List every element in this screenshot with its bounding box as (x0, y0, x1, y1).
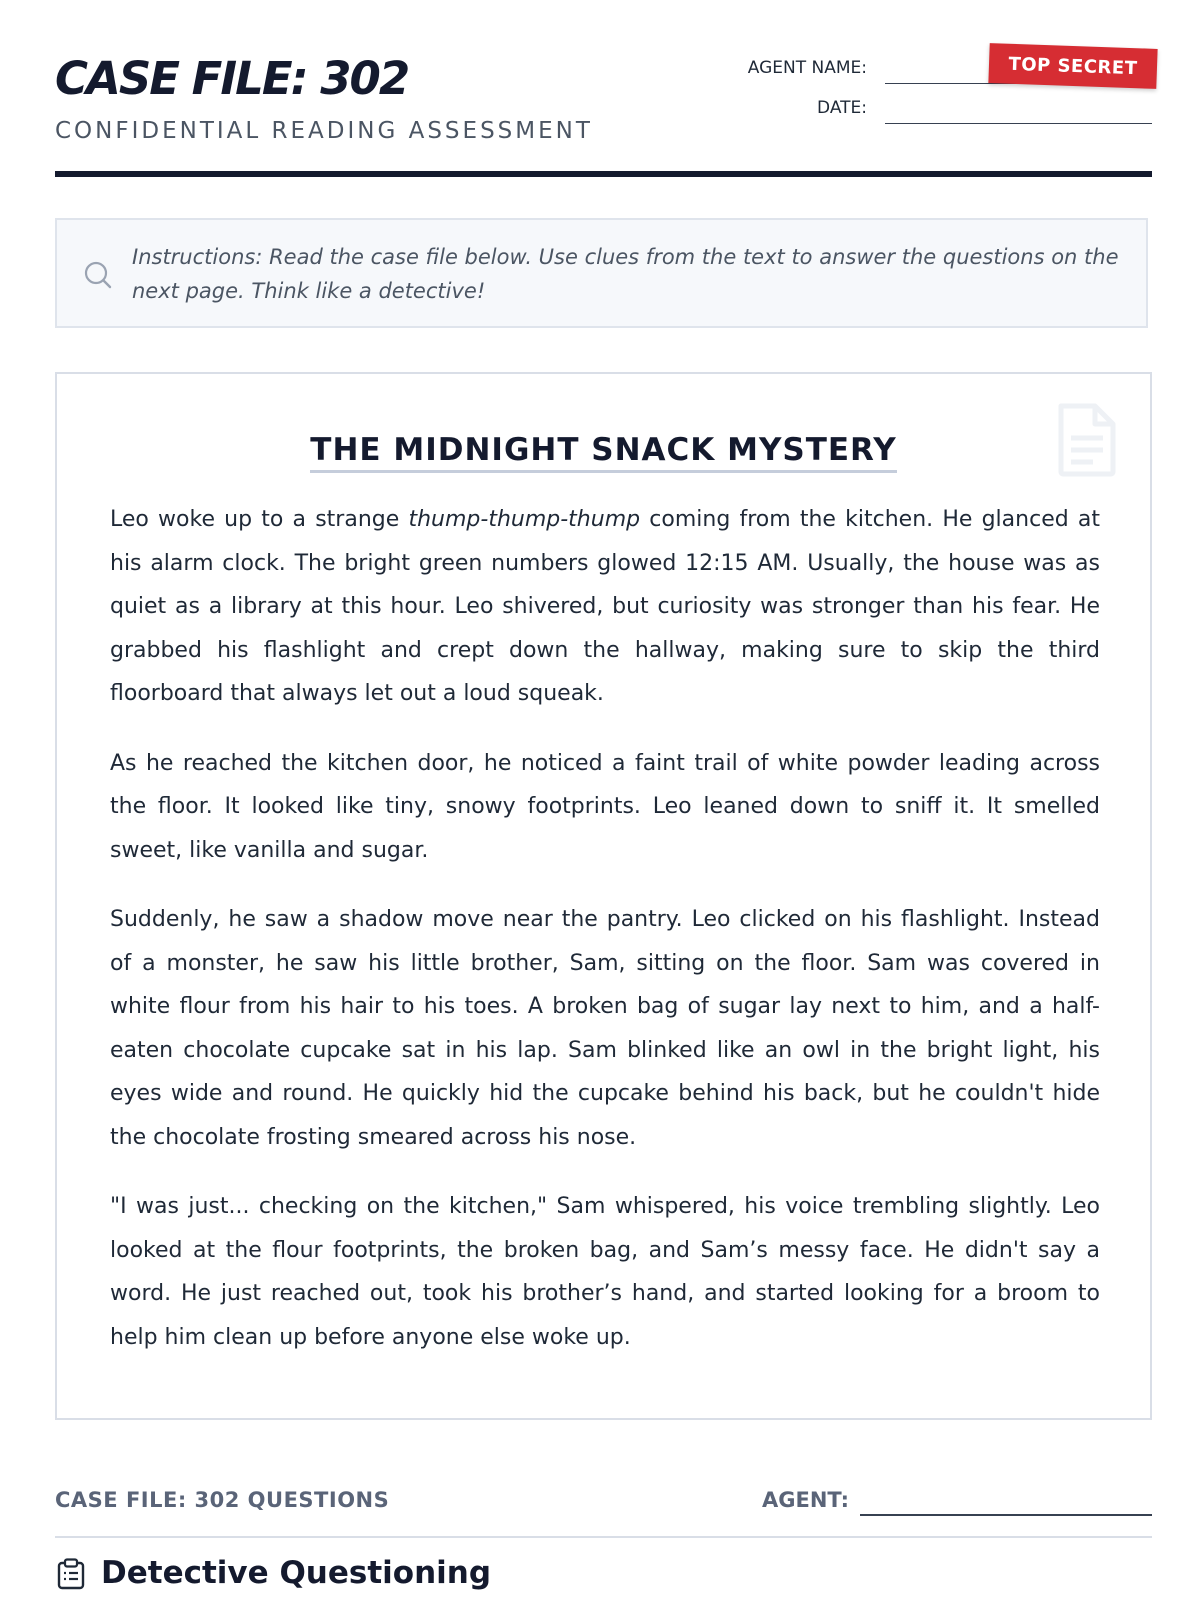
section-heading (55, 1552, 855, 1598)
worksheet-page (55, 0, 1152, 1600)
questions-header (55, 1480, 1152, 1538)
p1-before: Leo woke up to a strange (110, 507, 409, 532)
story-title-wrap (57, 432, 1150, 468)
story-paragraph-2: As he reached the kitchen door, he noticed a faint trail of white powder leading across the floor. It looked like tiny, snowy footprints. Leo leaned down to sniff it. It smelled sweet, like vanilla and sugar. (110, 750, 1100, 863)
p1-italic: thump-thump-thump (408, 507, 641, 532)
story-paragraph-3: Suddenly, he saw a shadow move near the pantry. Leo clicked on his flashlight. Instead of a monster, he saw his little brother, Sam, sitting on the floor. Sam was covered in white flour from his hair to his toes. A broken bag of sugar lay next to him, and a half-eaten chocolate cupcake sat in his lap. Sam blinked like an owl in the bright light, his eyes wide and round. He quickly hid the cupcake behind his back, but he couldn't hide the chocolate frosting smeared across his nose. (110, 907, 1100, 1150)
section-title: Detective Questioning (101, 1555, 492, 1591)
agent-label: AGENT: (762, 1488, 849, 1512)
search-icon (81, 258, 115, 292)
date-label: DATE: (817, 98, 867, 118)
instructions-text: Instructions: Read the case file below. Use clues from the text to answer the questions on the next page. Think like a detective! (132, 245, 1119, 303)
top-secret-stamp: TOP SECRET (988, 43, 1157, 89)
questions-header-title: CASE FILE: 302 QUESTIONS (55, 1488, 390, 1512)
p1-after: coming from the kitchen. He glanced at his alarm clock. The bright green numbers glowed 12:15 AM. Usually, the house was as quiet as a library at this hour. Leo shivered, but curiosity was stronger than his fear. He grabbed his flashlight and crept down the hallway, making sure to skip the third floorboard that always let out a loud squeak. (110, 507, 1100, 706)
date-field[interactable] (885, 123, 1152, 124)
story-box (55, 372, 1152, 1420)
case-title: CASE FILE: 302 (55, 52, 409, 105)
header-divider (55, 171, 1152, 177)
case-header (55, 50, 1152, 178)
clipboard-icon (57, 1558, 85, 1590)
case-subtitle: CONFIDENTIAL READING ASSESSMENT (55, 118, 593, 144)
agent-name-label: AGENT NAME: (747, 58, 867, 78)
story-paragraph-1 (110, 498, 1100, 716)
story-title: THE MIDNIGHT SNACK MYSTERY (310, 432, 896, 473)
story-body (110, 498, 1100, 1385)
agent-field[interactable] (860, 1514, 1152, 1516)
story-paragraph-4: "I was just... checking on the kitchen," Sam whispered, his voice trembling slightly. Leo looked at the flour footprints, the broken bag, and Sam’s messy face. He didn't say a word. He just reached out, took his brother’s hand, and started looking for a broom to help him clean up before anyone else woke up. (110, 1194, 1100, 1350)
instructions-box (55, 218, 1148, 328)
